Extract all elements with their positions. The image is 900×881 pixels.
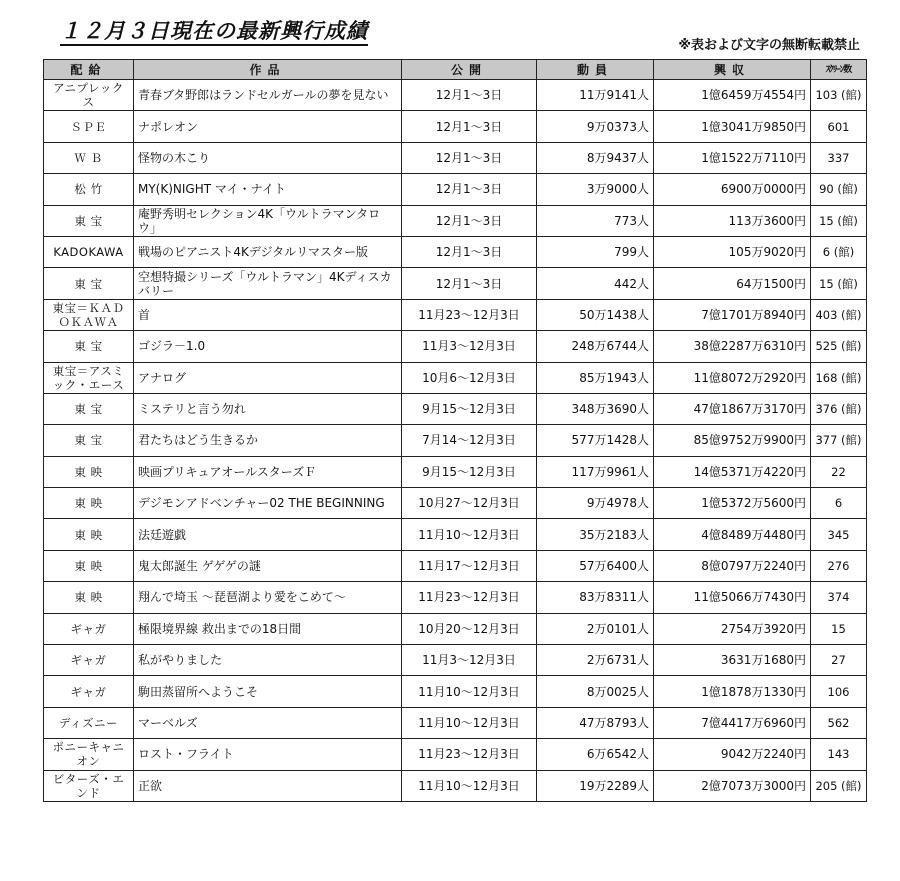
distributor-cell: KADOKAWA bbox=[44, 236, 134, 267]
screens-cell: 205 (館) bbox=[811, 770, 867, 801]
header-screens: ｽｸﾘｰﾝ数 bbox=[811, 60, 867, 80]
attendance-cell: 8万0025人 bbox=[537, 676, 654, 707]
attendance-cell: 799人 bbox=[537, 236, 654, 267]
attendance-cell: 3万9000人 bbox=[537, 174, 654, 205]
attendance-cell: 577万1428人 bbox=[537, 425, 654, 456]
attendance-cell: 9万0373人 bbox=[537, 111, 654, 142]
screens-cell: 106 bbox=[811, 676, 867, 707]
table-row bbox=[44, 362, 867, 393]
revenue-cell: 2754万3920円 bbox=[654, 613, 811, 644]
table-row bbox=[44, 111, 867, 142]
release-cell: 7月14～12月3日 bbox=[402, 425, 537, 456]
screens-cell: 27 bbox=[811, 645, 867, 676]
table-row bbox=[44, 425, 867, 456]
revenue-cell: 1億1522万7110円 bbox=[654, 142, 811, 173]
distributor-cell: ギャガ bbox=[44, 645, 134, 676]
revenue-cell: 7億1701万8940円 bbox=[654, 299, 811, 330]
release-cell: 9月15～12月3日 bbox=[402, 393, 537, 424]
header-revenue: 興収 bbox=[654, 60, 811, 80]
release-cell: 11月17～12月3日 bbox=[402, 550, 537, 581]
header-title: 作品 bbox=[134, 60, 402, 80]
revenue-cell: 2億7073万3000円 bbox=[654, 770, 811, 801]
screens-cell: 376 (館) bbox=[811, 393, 867, 424]
title-cell: ナポレオン bbox=[134, 111, 402, 142]
screens-cell: 168 (館) bbox=[811, 362, 867, 393]
release-cell: 11月10～12月3日 bbox=[402, 707, 537, 738]
table-row bbox=[44, 299, 867, 330]
screens-cell: 15 (館) bbox=[811, 268, 867, 299]
header-row bbox=[44, 60, 867, 80]
attendance-cell: 117万9961人 bbox=[537, 456, 654, 487]
distributor-cell: ＳＰＥ bbox=[44, 111, 134, 142]
table-row bbox=[44, 393, 867, 424]
table-row bbox=[44, 676, 867, 707]
title-cell: 怪物の木こり bbox=[134, 142, 402, 173]
revenue-cell: 6900万0000円 bbox=[654, 174, 811, 205]
distributor-cell: 東宝＝ＫＡＤＯＫＡＷＡ bbox=[44, 299, 134, 330]
distributor-cell: 東 宝 bbox=[44, 205, 134, 236]
table-row bbox=[44, 707, 867, 738]
screens-cell: 15 (館) bbox=[811, 205, 867, 236]
table-row bbox=[44, 80, 867, 111]
table-row bbox=[44, 236, 867, 267]
release-cell: 9月15～12月3日 bbox=[402, 456, 537, 487]
screens-cell: 103 (館) bbox=[811, 80, 867, 111]
release-cell: 10月27～12月3日 bbox=[402, 488, 537, 519]
screens-cell: 90 (館) bbox=[811, 174, 867, 205]
screens-cell: 345 bbox=[811, 519, 867, 550]
distributor-cell: ディズニー bbox=[44, 707, 134, 738]
release-cell: 11月3～12月3日 bbox=[402, 331, 537, 362]
distributor-cell: 東宝＝アスミック・エース bbox=[44, 362, 134, 393]
release-cell: 12月1～3日 bbox=[402, 268, 537, 299]
distributor-cell: アニプレックス bbox=[44, 80, 134, 111]
screens-cell: 143 bbox=[811, 739, 867, 770]
distributor-cell: 東 宝 bbox=[44, 268, 134, 299]
title-cell: 首 bbox=[134, 299, 402, 330]
table-row bbox=[44, 739, 867, 770]
revenue-cell: 1億1878万1330円 bbox=[654, 676, 811, 707]
title-cell: ゴジラ－1.0 bbox=[134, 331, 402, 362]
revenue-cell: 85億9752万9900円 bbox=[654, 425, 811, 456]
title-cell: ロスト・フライト bbox=[134, 739, 402, 770]
attendance-cell: 2万6731人 bbox=[537, 645, 654, 676]
release-cell: 11月10～12月3日 bbox=[402, 770, 537, 801]
title-cell: アナログ bbox=[134, 362, 402, 393]
title-cell: マーベルズ bbox=[134, 707, 402, 738]
screens-cell: 6 bbox=[811, 488, 867, 519]
table-row bbox=[44, 488, 867, 519]
attendance-cell: 8万9437人 bbox=[537, 142, 654, 173]
box-office-table bbox=[43, 59, 867, 802]
table-row bbox=[44, 331, 867, 362]
revenue-cell: 3631万1680円 bbox=[654, 645, 811, 676]
release-cell: 12月1～3日 bbox=[402, 236, 537, 267]
release-cell: 11月23～12月3日 bbox=[402, 739, 537, 770]
release-cell: 11月10～12月3日 bbox=[402, 519, 537, 550]
distributor-cell: 東 宝 bbox=[44, 393, 134, 424]
distributor-cell: ギャガ bbox=[44, 676, 134, 707]
attendance-cell: 773人 bbox=[537, 205, 654, 236]
title-cell: 法廷遊戯 bbox=[134, 519, 402, 550]
table-row bbox=[44, 645, 867, 676]
distributor-cell: 東 映 bbox=[44, 582, 134, 613]
header-distributor: 配給 bbox=[44, 60, 134, 80]
title-cell: 駒田蒸留所へようこそ bbox=[134, 676, 402, 707]
distributor-cell: 東 宝 bbox=[44, 425, 134, 456]
attendance-cell: 248万6744人 bbox=[537, 331, 654, 362]
screens-cell: 6 (館) bbox=[811, 236, 867, 267]
revenue-cell: 7億4417万6960円 bbox=[654, 707, 811, 738]
attendance-cell: 47万8793人 bbox=[537, 707, 654, 738]
screens-cell: 403 (館) bbox=[811, 299, 867, 330]
screens-cell: 562 bbox=[811, 707, 867, 738]
title-cell: 鬼太郎誕生 ゲゲゲの謎 bbox=[134, 550, 402, 581]
table-row bbox=[44, 205, 867, 236]
distributor-cell: ギャガ bbox=[44, 613, 134, 644]
table-row bbox=[44, 550, 867, 581]
revenue-cell: 38億2287万6310円 bbox=[654, 331, 811, 362]
attendance-cell: 57万6400人 bbox=[537, 550, 654, 581]
attendance-cell: 19万2289人 bbox=[537, 770, 654, 801]
title-cell: MY(K)NIGHT マイ・ナイト bbox=[134, 174, 402, 205]
attendance-cell: 83万8311人 bbox=[537, 582, 654, 613]
screens-cell: 377 (館) bbox=[811, 425, 867, 456]
title-cell: 翔んで埼玉 ～琵琶湖より愛をこめて～ bbox=[134, 582, 402, 613]
revenue-cell: 8億0797万2240円 bbox=[654, 550, 811, 581]
title-cell: 私がやりました bbox=[134, 645, 402, 676]
distributor-cell: 東 映 bbox=[44, 488, 134, 519]
release-cell: 11月23～12月3日 bbox=[402, 299, 537, 330]
table-row bbox=[44, 582, 867, 613]
revenue-cell: 1億3041万9850円 bbox=[654, 111, 811, 142]
release-cell: 10月6～12月3日 bbox=[402, 362, 537, 393]
revenue-cell: 47億1867万3170円 bbox=[654, 393, 811, 424]
distributor-cell: ビターズ・エンド bbox=[44, 770, 134, 801]
release-cell: 12月1～3日 bbox=[402, 174, 537, 205]
title-cell: 正欲 bbox=[134, 770, 402, 801]
table-body bbox=[44, 80, 867, 802]
title-cell: 庵野秀明セレクション4K「ウルトラマンタロウ」 bbox=[134, 205, 402, 236]
screens-cell: 601 bbox=[811, 111, 867, 142]
attendance-cell: 348万3690人 bbox=[537, 393, 654, 424]
release-cell: 12月1～3日 bbox=[402, 80, 537, 111]
table-row bbox=[44, 174, 867, 205]
screens-cell: 276 bbox=[811, 550, 867, 581]
release-cell: 12月1～3日 bbox=[402, 111, 537, 142]
table-row bbox=[44, 519, 867, 550]
release-cell: 11月10～12月3日 bbox=[402, 676, 537, 707]
release-cell: 12月1～3日 bbox=[402, 142, 537, 173]
distributor-cell: 東 映 bbox=[44, 456, 134, 487]
attendance-cell: 2万0101人 bbox=[537, 613, 654, 644]
attendance-cell: 6万6542人 bbox=[537, 739, 654, 770]
title-cell: ミステリと言う勿れ bbox=[134, 393, 402, 424]
screens-cell: 15 bbox=[811, 613, 867, 644]
release-cell: 10月20～12月3日 bbox=[402, 613, 537, 644]
table-row bbox=[44, 456, 867, 487]
revenue-cell: 11億5066万7430円 bbox=[654, 582, 811, 613]
table-row bbox=[44, 770, 867, 801]
attendance-cell: 442人 bbox=[537, 268, 654, 299]
release-cell: 12月1～3日 bbox=[402, 205, 537, 236]
attendance-cell: 35万2183人 bbox=[537, 519, 654, 550]
distributor-cell: 松 竹 bbox=[44, 174, 134, 205]
distributor-cell: ポニーキャニオン bbox=[44, 739, 134, 770]
header-release: 公開 bbox=[402, 60, 537, 80]
screens-cell: 374 bbox=[811, 582, 867, 613]
table-row bbox=[44, 613, 867, 644]
attendance-cell: 85万1943人 bbox=[537, 362, 654, 393]
revenue-cell: 11億8072万2920円 bbox=[654, 362, 811, 393]
title-cell: 戦場のピアニスト4Kデジタルリマスター版 bbox=[134, 236, 402, 267]
release-cell: 11月3～12月3日 bbox=[402, 645, 537, 676]
revenue-cell: 64万1500円 bbox=[654, 268, 811, 299]
revenue-cell: 1億6459万4554円 bbox=[654, 80, 811, 111]
table-row bbox=[44, 268, 867, 299]
attendance-cell: 11万9141人 bbox=[537, 80, 654, 111]
revenue-cell: 4億8489万4480円 bbox=[654, 519, 811, 550]
screens-cell: 22 bbox=[811, 456, 867, 487]
distributor-cell: 東 宝 bbox=[44, 331, 134, 362]
revenue-cell: 105万9020円 bbox=[654, 236, 811, 267]
title-cell: デジモンアドベンチャー02 THE BEGINNING bbox=[134, 488, 402, 519]
title-cell: 青春ブタ野郎はランドセルガールの夢を見ない bbox=[134, 80, 402, 111]
title-cell: 極限境界線 救出までの18日間 bbox=[134, 613, 402, 644]
revenue-cell: 113万3600円 bbox=[654, 205, 811, 236]
revenue-cell: 1億5372万5600円 bbox=[654, 488, 811, 519]
release-cell: 11月23～12月3日 bbox=[402, 582, 537, 613]
title-cell: 映画プリキュアオールスターズＦ bbox=[134, 456, 402, 487]
title-cell: 空想特撮シリーズ「ウルトラマン」4Kディスカバリー bbox=[134, 268, 402, 299]
attendance-cell: 9万4978人 bbox=[537, 488, 654, 519]
header-attendance: 動員 bbox=[537, 60, 654, 80]
screens-cell: 337 bbox=[811, 142, 867, 173]
screens-cell: 525 (館) bbox=[811, 331, 867, 362]
revenue-cell: 9042万2240円 bbox=[654, 739, 811, 770]
table-row bbox=[44, 142, 867, 173]
title-cell: 君たちはどう生きるか bbox=[134, 425, 402, 456]
attendance-cell: 50万1438人 bbox=[537, 299, 654, 330]
distributor-cell: 東 映 bbox=[44, 550, 134, 581]
distributor-cell: 東 映 bbox=[44, 519, 134, 550]
revenue-cell: 14億5371万4220円 bbox=[654, 456, 811, 487]
distributor-cell: Ｗ Ｂ bbox=[44, 142, 134, 173]
page-title: １２月３日現在の最新興行成績 bbox=[60, 18, 368, 46]
copyright-notice: ※表および文字の無断転載禁止 bbox=[678, 38, 860, 53]
